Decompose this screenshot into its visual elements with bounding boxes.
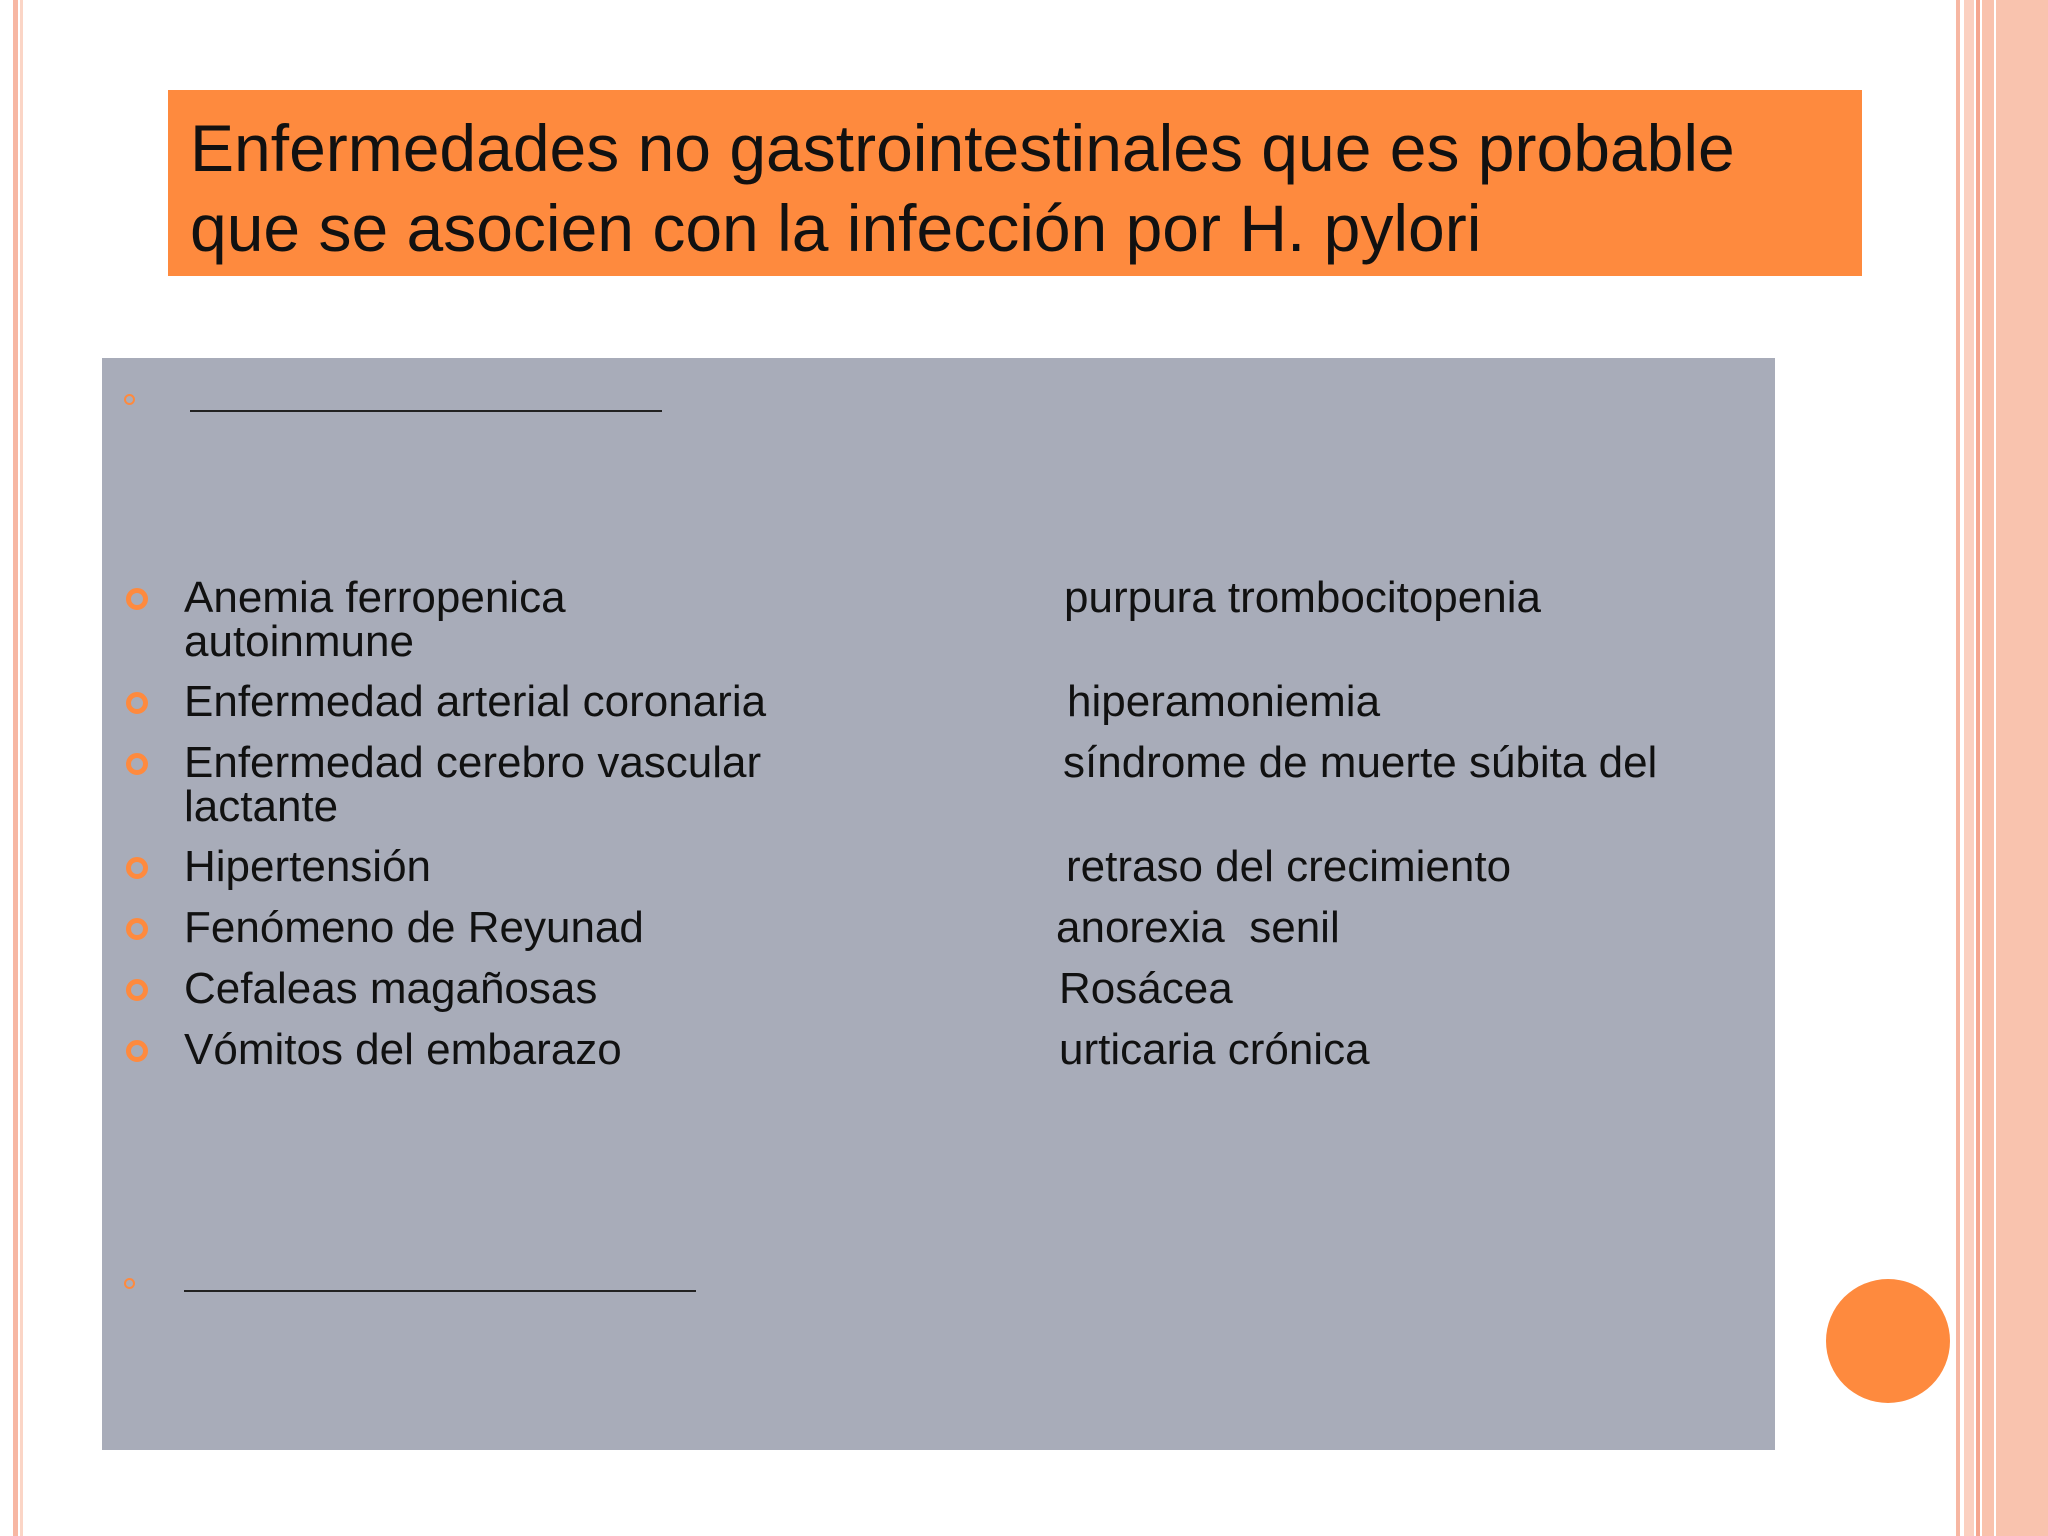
decorative-circle-icon [1826,1279,1950,1403]
bullet-icon [126,1040,148,1062]
item-right-text: Rosácea [1059,964,1233,1013]
right-border-stripe [1982,0,1994,1536]
item-left-text: Enfermedad arterial coronaria [184,677,767,726]
bullet-icon [126,753,148,775]
item-left-text: Hipertensión [184,842,432,891]
bullet-icon [126,857,148,879]
bullet-icon [126,588,148,610]
blank-line [184,1290,696,1292]
small-bullet-icon [124,394,135,405]
blank-line [190,410,662,412]
right-border-stripe [1996,0,2048,1536]
left-border-stripe [13,0,18,1536]
item-left-text: Anemia ferropenica [184,573,566,622]
small-bullet-icon [124,1278,135,1289]
item-right-text: purpura trombocitopenia [1064,573,1541,622]
item-right-text: síndrome de muerte súbita del [1063,738,1658,787]
item-left-text: Fenómeno de Reyunad [184,903,644,952]
left-border-stripe-inner [20,0,23,1536]
item-right-text: urticaria crónica [1059,1025,1370,1074]
slide-title: Enfermedades no gastrointestinales que es probable que se asocien con la infección por H. pylori [190,111,1735,265]
item-left-text: Cefaleas magañosas [184,964,598,1013]
item-left-text: Vómitos del embarazo [184,1025,622,1074]
bullet-icon [126,918,148,940]
item-left-text: Enfermedad cerebro vascular [184,738,762,787]
right-border-stripe [1964,0,1974,1536]
slide-title-box [168,90,1862,276]
content-box [102,358,1775,1450]
item-wrap-text: lactante [184,782,339,831]
item-right-text: anorexia senil [1056,903,1340,952]
bullet-icon [126,692,148,714]
item-right-text: retraso del crecimiento [1066,842,1512,891]
item-wrap-text: autoinmune [184,617,414,666]
bullet-icon [126,979,148,1001]
item-right-text: hiperamoniemia [1067,677,1381,726]
right-border-stripe [1976,0,1980,1536]
right-border-stripe [1956,0,1960,1536]
